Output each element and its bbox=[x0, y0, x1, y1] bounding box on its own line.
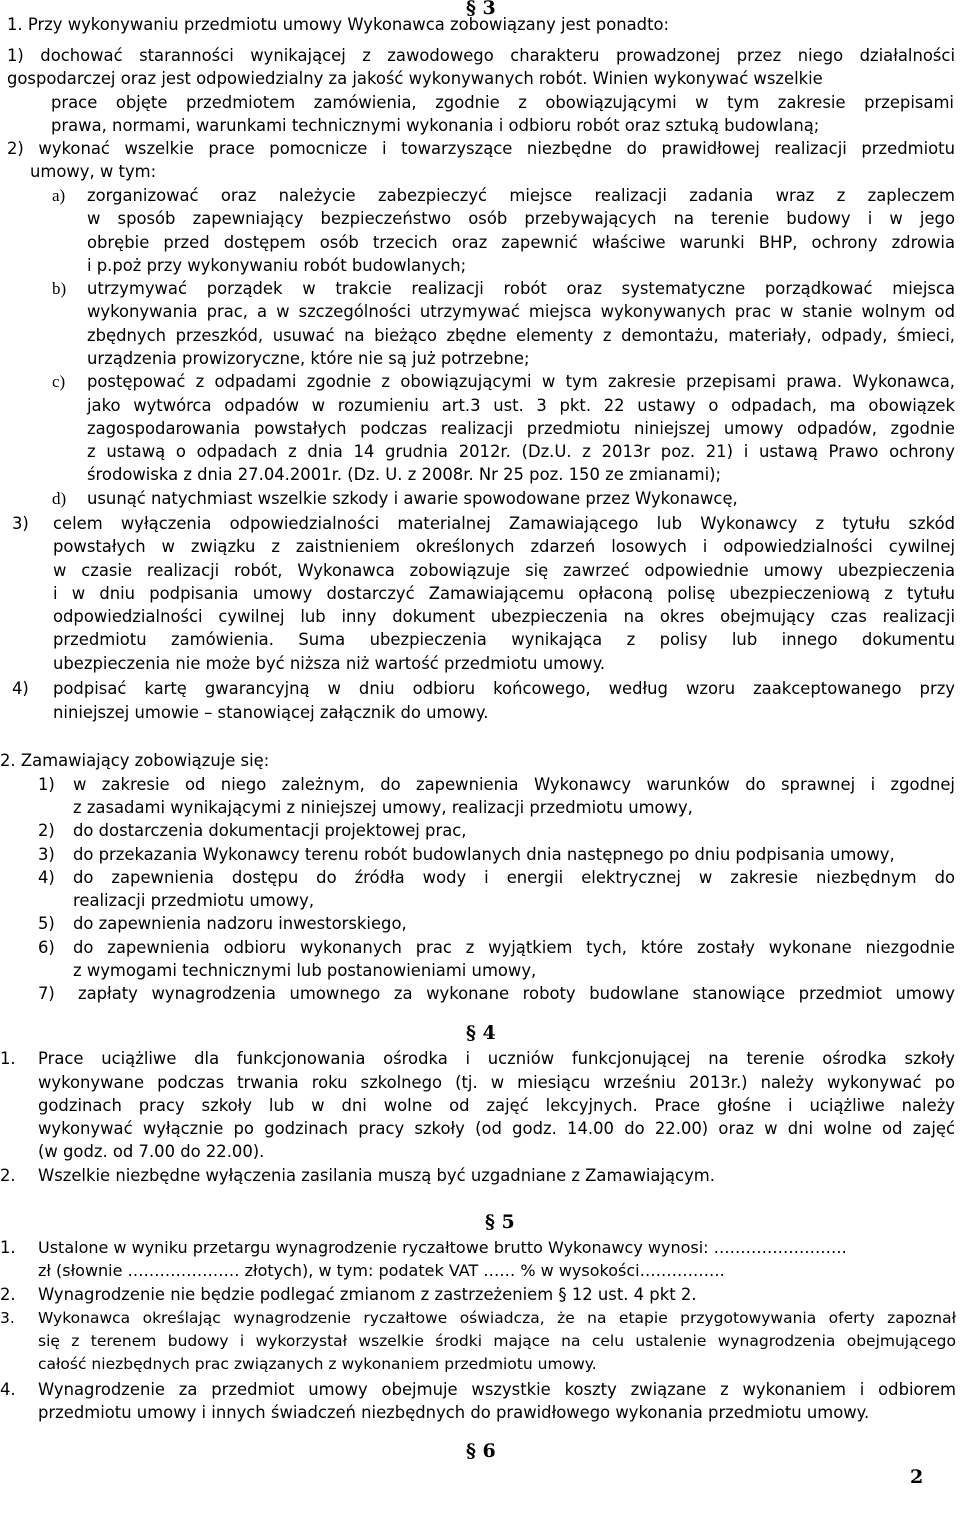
list-marker: 6) bbox=[38, 938, 55, 957]
list-marker: 4) bbox=[38, 868, 55, 887]
list-item-line: usunąć natychmiast wszelkie szkody i awarie spowodowane przez Wykonawcę, bbox=[87, 489, 738, 508]
list-item-line: urządzenia prowizoryczne, które nie są już potrzebne; bbox=[87, 349, 530, 368]
paragraph-line: gospodarczej oraz jest odpowiedzialny za jakość wykonywanych robót. Winien wykonywać wszelkie bbox=[7, 69, 823, 88]
list-item-line: niniejszej umowie – stanowiącej załącznik do umowy. bbox=[53, 703, 489, 722]
section-heading-4: § 4 bbox=[466, 1022, 496, 1044]
list-item-line: i w dniu podpisania umowy dostarczyć Zamawiającemu opłaconą polisę ubezpieczeniową z tytułu bbox=[53, 584, 955, 603]
list-item-line: Wszelkie niezbędne wyłączenia zasilania muszą być uzgadniane z Zamawiającym. bbox=[38, 1166, 715, 1185]
list-item-line: z ustawą o odpadach z dnia 14 grudnia 2012r. (Dz.U. z 2013r poz. 21) i ustawą Prawo ochrony bbox=[87, 442, 955, 461]
list-item-line: powstałych w związku z zaistnieniem określonych zdarzeń losowych i odpowiedzialności cywilnej bbox=[53, 537, 955, 556]
list-marker: d) bbox=[52, 489, 67, 508]
list-item-line: ubezpieczenia nie może być niższa niż wartość przedmiotu umowy. bbox=[53, 654, 606, 673]
list-item-line: wykonywania prac, a w szczególności utrzymywać miejsca wykonywanych prac w stanie wolnym od bbox=[87, 302, 955, 321]
list-item-line: Wynagrodzenie nie będzie podlegać zmianom z zastrzeżeniem § 12 ust. 4 pkt 2. bbox=[38, 1285, 697, 1304]
paragraph-line: 2. Zamawiający zobowiązuje się: bbox=[0, 751, 270, 770]
list-marker: 2. bbox=[0, 1166, 16, 1185]
list-item-line: godzinach pracy szkoły lub w dni wolne od zajęć lekcyjnych. Prace głośne i uciążliwe należy bbox=[38, 1096, 955, 1115]
list-item-line: w czasie realizacji robót, Wykonawca zobowiązuje się zawrzeć odpowiednie umowy ubezpieczenia bbox=[53, 561, 955, 580]
list-marker: 2. bbox=[0, 1285, 16, 1304]
list-marker: 4) bbox=[12, 679, 29, 698]
list-marker: a) bbox=[52, 186, 66, 205]
list-item-line: Ustalone w wyniku przetargu wynagrodzenie ryczałtowe brutto Wykonawcy wynosi: ……………………. bbox=[38, 1238, 847, 1257]
list-item-line: Wynagrodzenie za przedmiot umowy obejmuje wszystkie koszty związane z wykonaniem i odbiorem bbox=[38, 1380, 956, 1399]
paragraph-line: prawa, normami, warunkami technicznymi wykonania i odbioru robót oraz sztuką budowlaną; bbox=[51, 116, 820, 135]
list-item-line: Prace uciążliwe dla funkcjonowania ośrodka i uczniów funkcjonującej na terenie ośrodka szkoły bbox=[38, 1049, 955, 1068]
list-item-line: z zasadami wynikającymi z niniejszej umowy, realizacji przedmiotu umowy, bbox=[73, 798, 693, 817]
list-item-line: w sposób zapewniający bezpieczeństwo osób przebywających na terenie budowy i w jego bbox=[87, 209, 955, 228]
list-item-line: zagospodarowania powstałych podczas realizacji przedmiotu niniejszej umowy odpadów, zgodnie bbox=[87, 419, 955, 438]
list-item-line: do zapewnienia nadzoru inwestorskiego, bbox=[73, 914, 407, 933]
list-item-line: do zapewnienia dostępu do źródła wody i energii elektrycznej w zakresie niezbędnym do bbox=[73, 868, 955, 887]
list-item-line: całość niezbędnych prac związanych z wykonaniem przedmiotu umowy. bbox=[38, 1355, 597, 1373]
paragraph-line: umowy, w tym: bbox=[30, 162, 157, 181]
list-item-line: zapłaty wynagrodzenia umownego za wykonane roboty budowlane stanowiące przedmiot umowy bbox=[78, 984, 955, 1003]
list-item-line: utrzymywać porządek w trakcie realizacji robót oraz systematyczne porządkować miejsca bbox=[87, 279, 955, 298]
list-marker: 2) bbox=[38, 821, 55, 840]
paragraph-line: 1. Przy wykonywaniu przedmiotu umowy Wykonawca zobowiązany jest ponadto: bbox=[7, 15, 670, 34]
list-marker: 4. bbox=[0, 1380, 16, 1399]
list-item-line: przedmiotu umowy i innych świadczeń niezbędnych do prawidłowego wykonania przedmiotu umowy. bbox=[38, 1403, 870, 1422]
list-item-line: podpisać kartę gwarancyjną w dniu odbioru końcowego, według wzoru zaakceptowanego przy bbox=[53, 679, 955, 698]
section-heading-6: § 6 bbox=[466, 1440, 496, 1462]
list-item-line: (w godz. od 7.00 do 22.00). bbox=[38, 1142, 265, 1161]
list-marker: c) bbox=[52, 372, 66, 391]
paragraph-line: 2) wykonać wszelkie prace pomocnicze i towarzyszące niezbędne do prawidłowej realizacji przedmiotu bbox=[7, 139, 955, 158]
list-item-line: Wykonawca określając wynagrodzenie ryczałtowe oświadcza, że na etapie przygotowywania oferty zapoznał bbox=[38, 1309, 956, 1327]
list-item-line: do dostarczenia dokumentacji projektowej prac, bbox=[73, 821, 467, 840]
list-item-line: celem wyłączenia odpowiedzialności materialnej Zamawiającego lub Wykonawcy z tytułu szkód bbox=[53, 514, 955, 533]
list-item-line: zbędnych przeszkód, usuwać na bieżąco zbędne elementy z demontażu, materiały, odpady, śmieci, bbox=[87, 326, 955, 345]
list-marker: 1. bbox=[0, 1238, 16, 1257]
paragraph-line: 1) dochować staranności wynikającej z zawodowego charakteru prowadzonej przez niego działalności bbox=[7, 46, 955, 65]
paragraph-line: prace objęte przedmiotem zamówienia, zgodnie z obowiązującymi w tym zakresie przepisami bbox=[51, 93, 954, 112]
list-marker: 3) bbox=[38, 845, 55, 864]
list-item-line: środowiska z dnia 27.04.2001r. (Dz. U. z 2008r. Nr 25 poz. 150 ze zmianami); bbox=[87, 465, 722, 484]
list-item-line: realizacji przedmiotu umowy, bbox=[73, 891, 315, 910]
list-marker: 1. bbox=[0, 1049, 16, 1068]
list-item-line: obrębie przed dostępem osób trzecich oraz zapewnić właściwe warunki BHP, ochrony zdrowia bbox=[87, 233, 955, 252]
list-item-line: zł (słownie ………………… złotych), w tym: podatek VAT …… % w wysokości……………. bbox=[38, 1261, 725, 1280]
list-item-line: w zakresie od niego zależnym, do zapewnienia Wykonawcy warunków do sprawnej i zgodnej bbox=[73, 775, 955, 794]
list-item-line: z wymogami technicznymi lub postanowieniami umowy, bbox=[73, 961, 537, 980]
list-marker: 1) bbox=[38, 775, 55, 794]
list-marker: 3. bbox=[0, 1309, 15, 1327]
list-item-line: się z terenem budowy i wykorzystał wszelkie środki mające na celu ustalenie wynagrodzenia obejmującego bbox=[38, 1332, 956, 1350]
list-item-line: do przekazania Wykonawcy terenu robót budowlanych dnia następnego po dniu podpisania umowy, bbox=[73, 845, 895, 864]
list-item-line: do zapewnienia odbioru wykonanych prac z wyjątkiem tych, które zostały wykonane niezgodnie bbox=[73, 938, 955, 957]
list-marker: b) bbox=[52, 279, 67, 298]
section-heading-3: § 3 bbox=[466, 0, 496, 19]
list-marker: 7) bbox=[38, 984, 55, 1003]
list-item-line: zorganizować oraz należycie zabezpieczyć miejsce realizacji zadania wraz z zapleczem bbox=[87, 186, 955, 205]
list-item-line: przedmiotu zamówienia. Suma ubezpieczenia wynikająca z polisy lub innego dokumentu bbox=[53, 630, 955, 649]
list-item-line: wykonywane podczas trwania roku szkolnego (tj. w miesiącu wrześniu 2013r.) należy wykonywać po bbox=[38, 1073, 955, 1092]
list-item-line: i p.poż przy wykonywaniu robót budowlanych; bbox=[87, 256, 467, 275]
list-marker: 5) bbox=[38, 914, 55, 933]
list-item-line: jako wytwórca odpadów w rozumieniu art.3 ust. 3 pkt. 22 ustawy o odpadach, ma obowiązek bbox=[87, 396, 955, 415]
section-heading-5: § 5 bbox=[485, 1211, 515, 1233]
page-number: 2 bbox=[910, 1466, 924, 1488]
list-marker: 3) bbox=[12, 514, 29, 533]
list-item-line: odpowiedzialności cywilnej lub inny dokument ubezpieczenia na okres obejmujący czas realizacji bbox=[53, 607, 955, 626]
list-item-line: postępować z odpadami zgodnie z obowiązującymi w tym zakresie przepisami prawa. Wykonawca, bbox=[87, 372, 955, 391]
list-item-line: wykonywać wyłącznie po godzinach pracy szkoły (od godz. 14.00 do 22.00) oraz w dni wolne od zajęć bbox=[38, 1119, 955, 1138]
